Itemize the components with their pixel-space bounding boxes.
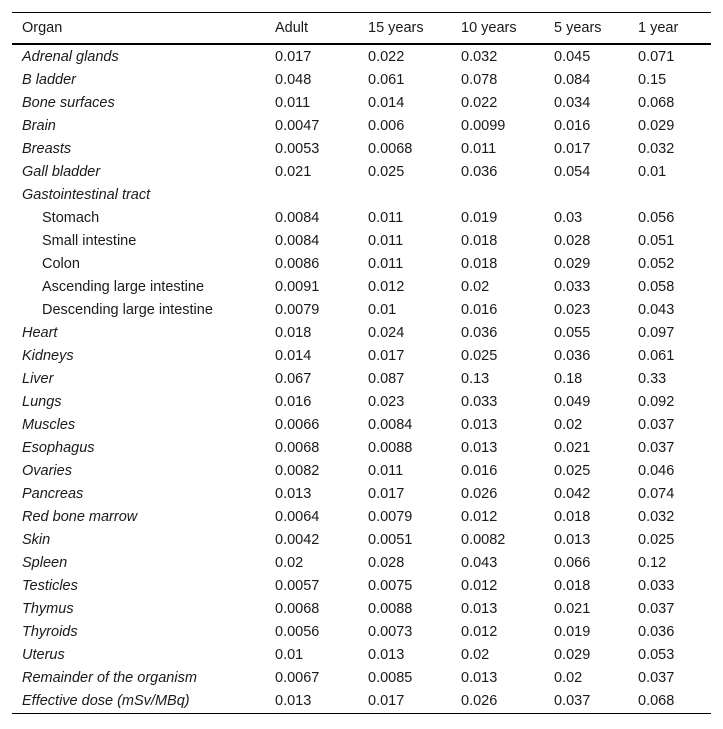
value-cell: 0.049 — [554, 393, 591, 410]
table-row — [12, 44, 711, 68]
value-cell: 0.037 — [638, 416, 675, 433]
value-cell: 0.0064 — [275, 508, 320, 525]
value-cell: 0.014 — [368, 94, 405, 111]
header-1-year: 1 year — [628, 13, 711, 45]
organ-cell: Effective dose (mSv/MBq) — [12, 689, 265, 714]
value-cell: 0.092 — [638, 393, 675, 410]
organ-cell: Colon — [42, 255, 80, 272]
value-cell: 0.037 — [544, 689, 628, 714]
value-cell: 0.042 — [554, 485, 591, 502]
dose-table — [12, 12, 711, 714]
table-row — [12, 91, 711, 114]
value-cell — [265, 183, 358, 206]
value-cell: 0.017 — [275, 48, 312, 65]
value-cell: 0.036 — [461, 163, 498, 180]
table-row — [12, 344, 711, 367]
value-cell: 0.032 — [461, 48, 498, 65]
table-row — [12, 298, 711, 321]
value-cell: 0.032 — [638, 140, 675, 157]
table-row — [12, 390, 711, 413]
value-cell: 0.024 — [368, 324, 405, 341]
table-row — [12, 160, 711, 183]
value-cell: 0.028 — [554, 232, 591, 249]
header-row — [12, 13, 711, 45]
value-cell: 0.019 — [554, 623, 591, 640]
value-cell: 0.13 — [461, 370, 490, 387]
value-cell: 0.012 — [461, 623, 498, 640]
organ-cell: B ladder — [22, 71, 77, 88]
value-cell: 0.02 — [554, 416, 583, 433]
table-row — [12, 459, 711, 482]
organ-cell: Lungs — [22, 393, 62, 410]
value-cell: 0.013 — [554, 531, 591, 548]
value-cell: 0.068 — [628, 689, 711, 714]
value-cell: 0.078 — [461, 71, 498, 88]
value-cell: 0.017 — [368, 485, 405, 502]
organ-cell: Descending large intestine — [42, 301, 213, 318]
organ-cell: Gastointestinal tract — [22, 186, 151, 203]
value-cell: 0.066 — [554, 554, 591, 571]
organ-cell: Heart — [22, 324, 58, 341]
value-cell: 0.012 — [461, 508, 498, 525]
table-body — [12, 44, 711, 714]
header-10-years: 10 years — [451, 13, 544, 45]
value-cell: 0.052 — [638, 255, 675, 272]
table-row — [12, 620, 711, 643]
header-15-years: 15 years — [358, 13, 451, 45]
value-cell: 0.0084 — [275, 232, 320, 249]
value-cell: 0.046 — [638, 462, 675, 479]
value-cell: 0.036 — [461, 324, 498, 341]
table-row — [12, 206, 711, 229]
table-header — [12, 13, 711, 45]
value-cell: 0.022 — [368, 48, 405, 65]
value-cell: 0.053 — [638, 646, 675, 663]
value-cell: 0.0084 — [275, 209, 320, 226]
value-cell: 0.036 — [554, 347, 591, 364]
value-cell: 0.0057 — [275, 577, 320, 594]
value-cell: 0.0099 — [461, 117, 506, 134]
value-cell: 0.012 — [368, 278, 405, 295]
value-cell: 0.02 — [461, 278, 490, 295]
value-cell — [544, 183, 628, 206]
table-row — [12, 137, 711, 160]
value-cell: 0.032 — [638, 508, 675, 525]
value-cell: 0.011 — [368, 255, 404, 272]
organ-cell: Remainder of the organism — [22, 669, 197, 686]
value-cell: 0.0079 — [275, 301, 320, 318]
value-cell: 0.018 — [554, 577, 591, 594]
organ-cell: Skin — [22, 531, 51, 548]
value-cell: 0.013 — [461, 416, 498, 433]
value-cell: 0.029 — [554, 255, 591, 272]
table-row — [12, 666, 711, 689]
value-cell: 0.0086 — [275, 255, 320, 272]
table-row — [12, 643, 711, 666]
value-cell: 0.021 — [275, 163, 312, 180]
value-cell: 0.087 — [368, 370, 405, 387]
value-cell — [628, 183, 711, 206]
table-row — [12, 436, 711, 459]
value-cell: 0.033 — [554, 278, 591, 295]
value-cell: 0.018 — [554, 508, 591, 525]
table-row — [12, 528, 711, 551]
organ-cell: Gall bladder — [22, 163, 101, 180]
value-cell: 0.021 — [554, 439, 591, 456]
organ-cell: Liver — [22, 370, 54, 387]
value-cell — [358, 183, 451, 206]
organ-cell: Brain — [22, 117, 56, 134]
value-cell: 0.011 — [275, 94, 311, 111]
value-cell: 0.0075 — [368, 577, 413, 594]
value-cell: 0.02 — [461, 646, 490, 663]
table-row — [12, 229, 711, 252]
organ-cell: Testicles — [22, 577, 78, 594]
value-cell: 0.014 — [275, 347, 312, 364]
value-cell: 0.0051 — [368, 531, 413, 548]
value-cell: 0.061 — [368, 71, 405, 88]
value-cell: 0.011 — [461, 140, 497, 157]
value-cell: 0.02 — [275, 554, 304, 571]
organ-cell: Bone surfaces — [22, 94, 115, 111]
value-cell: 0.037 — [638, 439, 675, 456]
value-cell: 0.0053 — [275, 140, 320, 157]
table-row — [12, 551, 711, 574]
organ-cell: Ascending large intestine — [42, 278, 205, 295]
value-cell: 0.054 — [554, 163, 591, 180]
value-cell: 0.013 — [461, 600, 498, 617]
value-cell: 0.016 — [554, 117, 591, 134]
value-cell: 0.036 — [638, 623, 675, 640]
value-cell: 0.0067 — [275, 669, 320, 686]
value-cell: 0.01 — [368, 301, 397, 318]
value-cell: 0.33 — [638, 370, 667, 387]
value-cell: 0.01 — [275, 646, 304, 663]
value-cell: 0.051 — [638, 232, 675, 249]
value-cell: 0.017 — [358, 689, 451, 714]
value-cell: 0.0066 — [275, 416, 320, 433]
value-cell: 0.018 — [275, 324, 312, 341]
organ-cell: Uterus — [22, 646, 65, 663]
value-cell: 0.013 — [275, 485, 312, 502]
dose-table-container — [12, 12, 711, 714]
table-row — [12, 367, 711, 390]
value-cell: 0.0082 — [275, 462, 320, 479]
organ-cell: Pancreas — [22, 485, 84, 502]
value-cell: 0.061 — [638, 347, 675, 364]
value-cell: 0.017 — [368, 347, 405, 364]
organ-cell: Kidneys — [22, 347, 74, 364]
header-organ: Organ — [12, 13, 265, 45]
organ-cell: Breasts — [22, 140, 72, 157]
value-cell: 0.043 — [638, 301, 675, 318]
value-cell: 0.045 — [554, 48, 591, 65]
value-cell: 0.028 — [368, 554, 405, 571]
value-cell: 0.067 — [275, 370, 312, 387]
value-cell: 0.012 — [461, 577, 498, 594]
value-cell: 0.034 — [554, 94, 591, 111]
value-cell: 0.037 — [638, 600, 675, 617]
value-cell: 0.0088 — [368, 439, 413, 456]
value-cell: 0.01 — [638, 163, 667, 180]
value-cell: 0.013 — [265, 689, 358, 714]
value-cell: 0.0068 — [275, 439, 320, 456]
value-cell: 0.018 — [461, 255, 498, 272]
value-cell: 0.022 — [461, 94, 498, 111]
value-cell: 0.013 — [461, 439, 498, 456]
organ-cell: Thyroids — [22, 623, 78, 640]
organ-cell: Stomach — [42, 209, 100, 226]
value-cell: 0.0091 — [275, 278, 320, 295]
value-cell: 0.056 — [638, 209, 675, 226]
value-cell: 0.006 — [368, 117, 405, 134]
organ-cell: Esophagus — [22, 439, 95, 456]
organ-cell: Spleen — [22, 554, 68, 571]
table-row — [12, 505, 711, 528]
value-cell: 0.097 — [638, 324, 675, 341]
value-cell: 0.026 — [451, 689, 544, 714]
value-cell: 0.15 — [638, 71, 667, 88]
value-cell: 0.021 — [554, 600, 591, 617]
value-cell: 0.016 — [275, 393, 312, 410]
value-cell: 0.025 — [368, 163, 405, 180]
table-row — [12, 689, 711, 714]
value-cell: 0.058 — [638, 278, 675, 295]
value-cell: 0.084 — [554, 71, 591, 88]
value-cell: 0.011 — [368, 209, 404, 226]
value-cell: 0.029 — [554, 646, 591, 663]
value-cell: 0.071 — [638, 48, 675, 65]
organ-cell: Ovaries — [22, 462, 72, 479]
value-cell: 0.011 — [368, 232, 404, 249]
value-cell: 0.0085 — [368, 669, 413, 686]
header-5-years: 5 years — [544, 13, 628, 45]
table-row — [12, 482, 711, 505]
value-cell: 0.016 — [461, 301, 498, 318]
organ-cell: Small intestine — [42, 232, 137, 249]
value-cell: 0.043 — [461, 554, 498, 571]
organ-cell: Thymus — [22, 600, 74, 617]
value-cell: 0.0082 — [461, 531, 506, 548]
value-cell: 0.0073 — [368, 623, 413, 640]
table-row — [12, 114, 711, 137]
value-cell — [451, 183, 544, 206]
organ-cell: Red bone marrow — [22, 508, 138, 525]
value-cell: 0.12 — [638, 554, 667, 571]
value-cell: 0.011 — [368, 462, 404, 479]
value-cell: 0.025 — [461, 347, 498, 364]
value-cell: 0.033 — [461, 393, 498, 410]
value-cell: 0.037 — [638, 669, 675, 686]
value-cell: 0.0047 — [275, 117, 320, 134]
value-cell: 0.013 — [461, 669, 498, 686]
value-cell: 0.016 — [461, 462, 498, 479]
organ-cell: Adrenal glands — [22, 48, 119, 65]
table-row — [12, 413, 711, 436]
value-cell: 0.033 — [638, 577, 675, 594]
value-cell: 0.019 — [461, 209, 498, 226]
value-cell: 0.03 — [554, 209, 583, 226]
value-cell: 0.018 — [461, 232, 498, 249]
table-row — [12, 68, 711, 91]
value-cell: 0.0068 — [275, 600, 320, 617]
value-cell: 0.18 — [554, 370, 583, 387]
table-row — [12, 597, 711, 620]
value-cell: 0.023 — [368, 393, 405, 410]
value-cell: 0.029 — [638, 117, 675, 134]
value-cell: 0.0056 — [275, 623, 320, 640]
value-cell: 0.0088 — [368, 600, 413, 617]
organ-cell: Muscles — [22, 416, 76, 433]
value-cell: 0.017 — [554, 140, 591, 157]
value-cell: 0.0079 — [368, 508, 413, 525]
value-cell: 0.023 — [554, 301, 591, 318]
value-cell: 0.074 — [638, 485, 675, 502]
value-cell: 0.02 — [554, 669, 583, 686]
header-adult: Adult — [265, 13, 358, 45]
table-row — [12, 574, 711, 597]
table-row — [12, 275, 711, 298]
value-cell: 0.026 — [461, 485, 498, 502]
value-cell: 0.0084 — [368, 416, 413, 433]
value-cell: 0.055 — [554, 324, 591, 341]
value-cell: 0.025 — [638, 531, 675, 548]
value-cell: 0.0042 — [275, 531, 320, 548]
table-row — [12, 321, 711, 344]
value-cell: 0.025 — [554, 462, 591, 479]
value-cell: 0.013 — [368, 646, 405, 663]
value-cell: 0.068 — [638, 94, 675, 111]
table-row — [12, 183, 711, 206]
value-cell: 0.048 — [275, 71, 312, 88]
value-cell: 0.0068 — [368, 140, 413, 157]
table-row — [12, 252, 711, 275]
